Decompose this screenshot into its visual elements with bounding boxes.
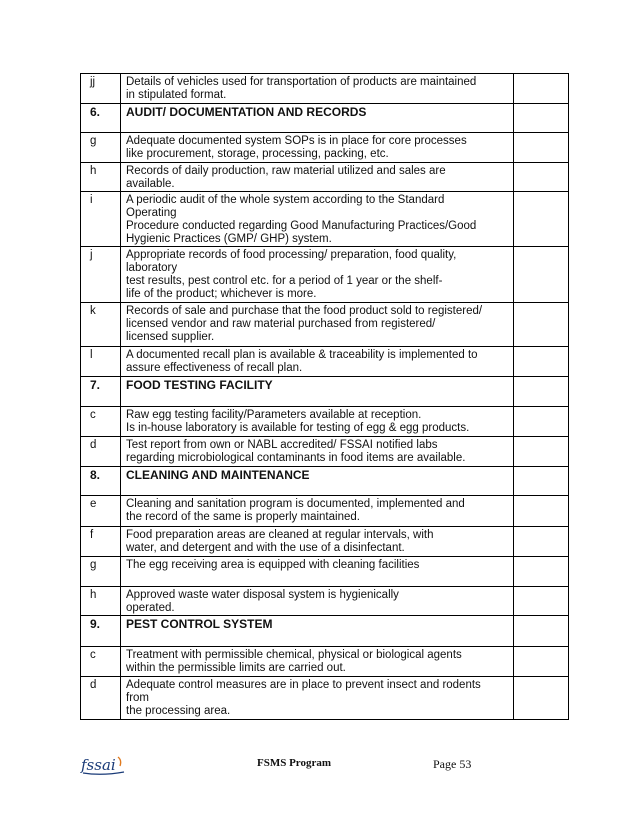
row-code: i (81, 192, 121, 247)
row-code: g (81, 133, 121, 163)
description-line: test results, pest control etc. for a period of 1 year or the shelf- (126, 275, 443, 287)
checklist-row (81, 163, 569, 192)
row-code: 9. (81, 616, 121, 647)
section-row (81, 467, 569, 496)
row-compliance-cell (514, 616, 569, 647)
description-line: water, and detergent and with the use of a disinfectant. (126, 542, 405, 554)
description-line: licensed supplier. (126, 331, 215, 343)
fssai-logo-text: fssai (81, 756, 116, 774)
description-line: licensed vendor and raw material purchased from registered/ (126, 318, 436, 330)
checklist-row (81, 247, 569, 303)
row-description (121, 192, 514, 247)
description-line: Procedure conducted regarding Good Manufacturing Practices/Good (126, 220, 477, 232)
row-compliance-cell (514, 557, 569, 587)
row-code: h (81, 587, 121, 616)
description-line: FOOD TESTING FACILITY (126, 378, 273, 392)
section-row (81, 616, 569, 647)
checklist-row (81, 303, 569, 347)
checklist-row (81, 74, 569, 104)
row-compliance-cell (514, 587, 569, 616)
row-code: j (81, 247, 121, 303)
description-line: from (126, 692, 149, 704)
row-description (121, 74, 514, 104)
row-code: k (81, 303, 121, 347)
description-line: Hygienic Practices (GMP/ GHP) system. (126, 233, 332, 245)
description-line: Treatment with permissible chemical, physical or biological agents (126, 649, 462, 661)
row-description (121, 677, 514, 720)
description-line: laboratory (126, 262, 178, 274)
row-description (121, 587, 514, 616)
description-line: assure effectiveness of recall plan. (126, 362, 303, 374)
row-code: 7. (81, 377, 121, 407)
fssai-logo (80, 754, 126, 776)
row-code: d (81, 437, 121, 467)
row-description (121, 407, 514, 437)
checklist-row (81, 677, 569, 720)
row-code: g (81, 557, 121, 587)
description-line: AUDIT/ DOCUMENTATION AND RECORDS (126, 105, 367, 119)
row-compliance-cell (514, 677, 569, 720)
checklist-row (81, 133, 569, 163)
description-line: Test report from own or NABL accredited/ FSSAI notified labs (126, 439, 438, 451)
description-line: operated. (126, 602, 175, 614)
row-compliance-cell (514, 437, 569, 467)
description-line: A periodic audit of the whole system according to the Standard (126, 194, 445, 206)
checklist-row (81, 407, 569, 437)
description-line: available. (126, 178, 175, 190)
row-description (121, 303, 514, 347)
description-line: within the permissible limits are carried out. (126, 662, 346, 674)
row-description (121, 557, 514, 587)
description-line: PEST CONTROL SYSTEM (126, 617, 273, 631)
checklist-row (81, 347, 569, 377)
checklist-row (81, 437, 569, 467)
description-line: like procurement, storage, processing, packing, etc. (126, 148, 389, 160)
row-description (121, 163, 514, 192)
row-description (121, 377, 514, 407)
row-compliance-cell (514, 407, 569, 437)
row-code: e (81, 496, 121, 527)
row-compliance-cell (514, 74, 569, 104)
description-line: CLEANING AND MAINTENANCE (126, 468, 310, 482)
description-line: in stipulated format. (126, 89, 227, 101)
row-description (121, 347, 514, 377)
description-line: The egg receiving area is equipped with cleaning facilities (126, 559, 420, 571)
description-line: the processing area. (126, 705, 231, 717)
row-compliance-cell (514, 303, 569, 347)
description-line: Operating (126, 207, 177, 219)
checklist-row (81, 496, 569, 527)
description-line: Raw egg testing facility/Parameters available at reception. (126, 409, 422, 421)
row-compliance-cell (514, 496, 569, 527)
row-compliance-cell (514, 647, 569, 677)
row-description (121, 647, 514, 677)
row-description (121, 133, 514, 163)
row-compliance-cell (514, 467, 569, 496)
row-description (121, 437, 514, 467)
row-code: 8. (81, 467, 121, 496)
footer-program-title: FSMS Program (257, 757, 332, 769)
section-row (81, 104, 569, 133)
row-compliance-cell (514, 192, 569, 247)
description-line: Approved waste water disposal system is hygienically (126, 589, 399, 601)
row-description (121, 496, 514, 527)
row-compliance-cell (514, 527, 569, 557)
section-row (81, 377, 569, 407)
row-code: jj (81, 74, 121, 104)
row-compliance-cell (514, 247, 569, 303)
row-compliance-cell (514, 104, 569, 133)
description-line: A documented recall plan is available & traceability is implemented to (126, 349, 478, 361)
row-description (121, 467, 514, 496)
row-description (121, 527, 514, 557)
row-code: h (81, 163, 121, 192)
checklist-table (80, 73, 569, 720)
description-line: Is in-house laboratory is available for testing of egg & egg products. (126, 422, 470, 434)
checklist-row (81, 527, 569, 557)
row-compliance-cell (514, 377, 569, 407)
checklist-row (81, 557, 569, 587)
description-line: Records of sale and purchase that the food product sold to registered/ (126, 305, 483, 317)
row-compliance-cell (514, 133, 569, 163)
row-description (121, 616, 514, 647)
row-code: d (81, 677, 121, 720)
description-line: regarding microbiological contaminants in food items are available. (126, 452, 466, 464)
row-description (121, 247, 514, 303)
row-code: f (81, 527, 121, 557)
description-line: Details of vehicles used for transportation of products are maintained (126, 76, 477, 88)
description-line: Records of daily production, raw material utilized and sales are (126, 165, 446, 177)
footer-page-number: Page 53 (433, 757, 472, 771)
row-code: 6. (81, 104, 121, 133)
description-line: life of the product; whichever is more. (126, 288, 317, 300)
row-code: c (81, 407, 121, 437)
row-code: l (81, 347, 121, 377)
checklist-body (81, 74, 569, 720)
row-compliance-cell (514, 163, 569, 192)
checklist-row (81, 647, 569, 677)
description-line: the record of the same is properly maintained. (126, 511, 360, 523)
checklist-row (81, 192, 569, 247)
description-line: Food preparation areas are cleaned at regular intervals, with (126, 529, 434, 541)
row-code: c (81, 647, 121, 677)
description-line: Cleaning and sanitation program is documented, implemented and (126, 498, 465, 510)
description-line: Adequate documented system SOPs is in place for core processes (126, 135, 467, 147)
description-line: Appropriate records of food processing/ preparation, food quality, (126, 249, 457, 261)
checklist-row (81, 587, 569, 616)
row-compliance-cell (514, 347, 569, 377)
description-line: Adequate control measures are in place to prevent insect and rodents (126, 679, 481, 691)
row-description (121, 104, 514, 133)
